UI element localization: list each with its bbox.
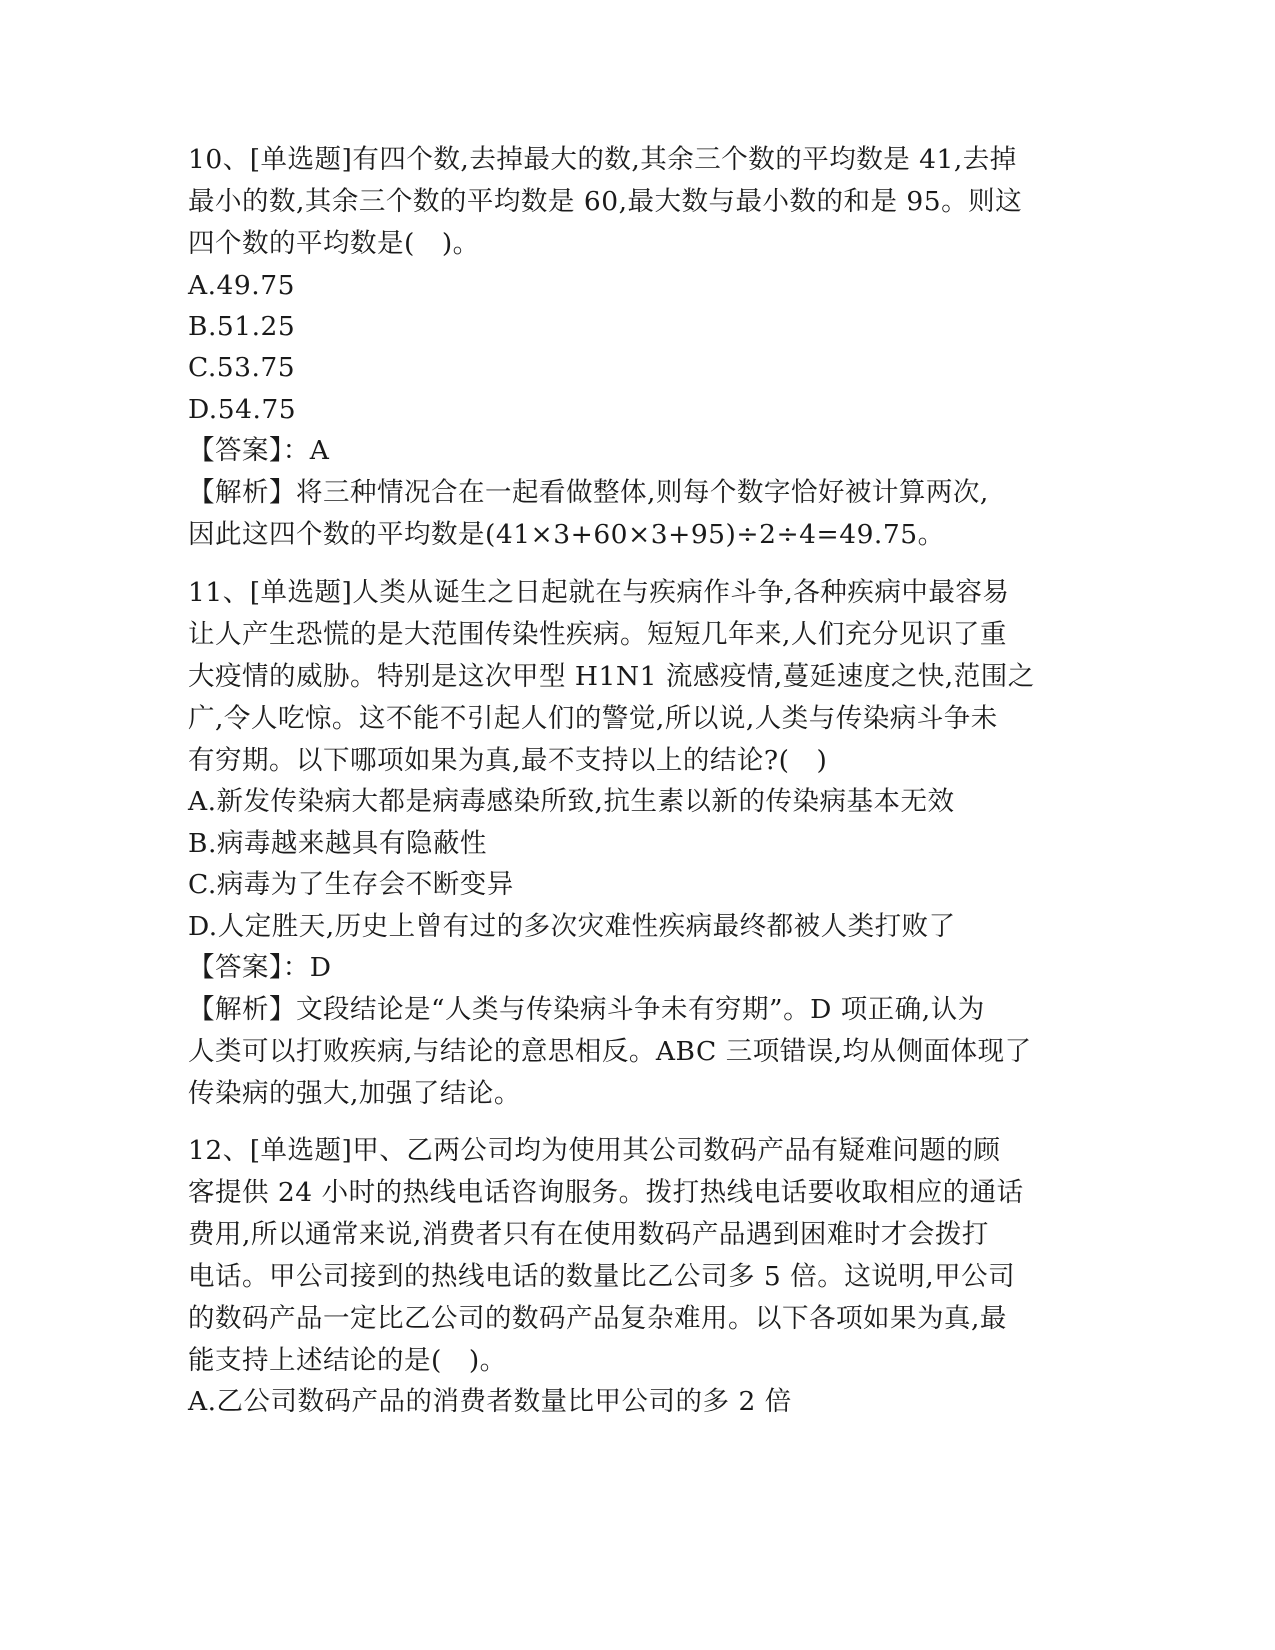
option-c: C.53.75	[188, 352, 296, 383]
question-stem-line: 费用,所以通常来说,消费者只有在使用数码产品遇到困难时才会拨打	[188, 1219, 989, 1250]
question-stem-line: 有穷期。以下哪项如果为真,最不支持以上的结论?( )	[188, 745, 828, 776]
analysis-line: 人类可以打败疾病,与结论的意思相反。ABC 三项错误,均从侧面体现了	[188, 1036, 1032, 1067]
option-d: D.54.75	[188, 394, 297, 425]
question-stem-line: 让人产生恐慌的是大范围传染性疾病。短短几年来,人们充分见识了重	[188, 619, 1007, 650]
question-stem-line: 四个数的平均数是( )。	[188, 228, 480, 259]
answer-line: 【答案】：D	[188, 952, 332, 983]
option-c: C.病毒为了生存会不断变异	[188, 869, 514, 900]
question-stem-line: 最小的数,其余三个数的平均数是 60,最大数与最小数的和是 95。则这	[188, 186, 1023, 217]
analysis-line: 传染病的强大,加强了结论。	[188, 1078, 521, 1109]
analysis-line: 【解析】文段结论是“人类与传染病斗争未有穷期”。D 项正确,认为	[188, 994, 985, 1025]
analysis-line: 因此这四个数的平均数是(41×3+60×3+95)÷2÷4=49.75。	[188, 519, 945, 550]
question-stem-line: 11、[单选题]人类从诞生之日起就在与疾病作斗争,各种疾病中最容易	[188, 577, 1010, 608]
question-stem-line: 电话。甲公司接到的热线电话的数量比乙公司多 5 倍。这说明,甲公司	[188, 1261, 1016, 1292]
analysis-line: 【解析】将三种情况合在一起看做整体,则每个数字恰好被计算两次,	[188, 477, 989, 508]
question-stem-line: 大疫情的威胁。特别是这次甲型 H1N1 流感疫情,蔓延速度之快,范围之	[188, 661, 1035, 692]
option-a: A.49.75	[188, 270, 295, 301]
option-b: B.病毒越来越具有隐蔽性	[188, 828, 487, 859]
question-stem-line: 能支持上述结论的是( )。	[188, 1345, 507, 1376]
question-stem-line: 12、[单选题]甲、乙两公司均为使用其公司数码产品有疑难问题的顾	[188, 1135, 1001, 1166]
question-stem-line: 客提供 24 小时的热线电话咨询服务。拨打热线电话要收取相应的通话	[188, 1177, 1024, 1208]
option-a: A.新发传染病大都是病毒感染所致,抗生素以新的传染病基本无效	[188, 786, 955, 817]
option-b: B.51.25	[188, 311, 296, 342]
answer-line: 【答案】：A	[188, 435, 330, 466]
question-stem-line: 广,令人吃惊。这不能不引起人们的警觉,所以说,人类与传染病斗争未	[188, 703, 998, 734]
question-stem-line: 的数码产品一定比乙公司的数码产品复杂难用。以下各项如果为真,最	[188, 1303, 1007, 1334]
question-stem-line: 10、[单选题]有四个数,去掉最大的数,其余三个数的平均数是 41,去掉	[188, 144, 1017, 175]
option-d: D.人定胜天,历史上曾有过的多次灾难性疾病最终都被人类打败了	[188, 911, 956, 942]
option-a: A.乙公司数码产品的消费者数量比甲公司的多 2 倍	[188, 1386, 792, 1417]
